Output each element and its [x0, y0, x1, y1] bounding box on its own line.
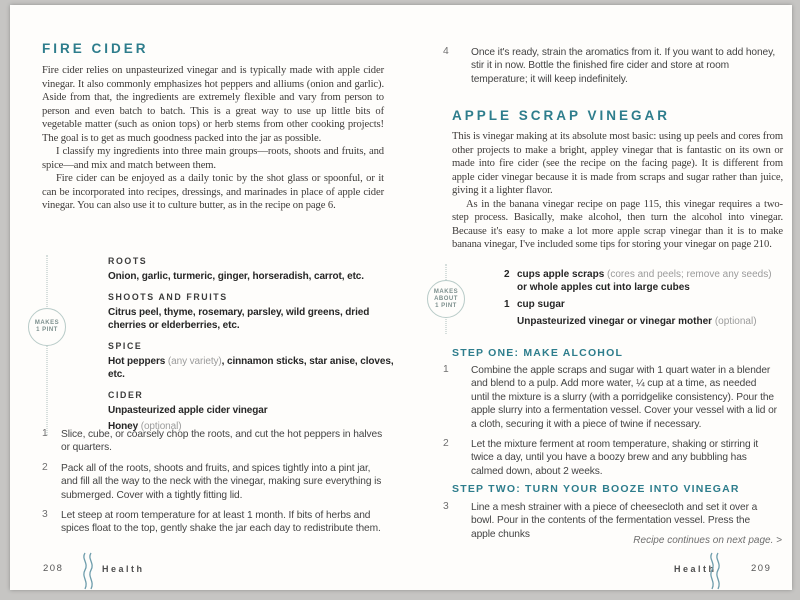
step-list-section-one	[443, 364, 777, 485]
ingredient-text-segment: cups apple scraps	[517, 269, 605, 280]
step-number: 1	[42, 428, 48, 439]
yield-badge-line: 1 PINT	[36, 327, 58, 333]
carryover-step	[443, 46, 777, 93]
ingredient-text-segment: (any variety)	[165, 356, 222, 367]
ingredient-group-heading: SPICE	[108, 341, 143, 351]
ingredient-text-segment: Honey	[108, 421, 139, 432]
page-right	[10, 5, 792, 590]
ingredient-item	[517, 268, 776, 294]
yield-badge-line: ABOUT	[434, 295, 458, 302]
intro-paragraph: Fire cider can be enjoyed as a daily tonic by the shot glass or spoonful, or it can be incorporated into recipes, dressings, and marinades in place of apple cider vinegar. You can also use it to culture butter, as in the recipe on page 6.	[42, 173, 384, 211]
ingredient-row	[504, 298, 776, 311]
page-number: 208	[43, 563, 64, 574]
sub-heading-step-two: STEP TWO: TURN YOUR BOOZE INTO VINEGAR	[452, 483, 740, 495]
ingredient-text-segment: , cinnamon sticks, star anise, cloves, etc.	[108, 356, 394, 380]
intro-paragraph: Fire cider relies on unpasteurized vinegar and is typically made with apple cider vinegar. It also commonly emphasizes hot peppers and alliums (onion and garlic). Aside from that, the ingredients are extremely flexible and vary from person to person and even batch to batch. This is a great way to use up little bits of vegetable matter (such as onion tops) or herb stems from other cooking projects! The goal is to get as much goodness packed into the jar as possible.	[42, 65, 384, 144]
continuation-note: Recipe continues on next page. >	[633, 535, 782, 546]
step-text: Pack all of the roots, shoots and fruits, and spices tightly into a pint jar, and fill all the way to the neck with the vinegar, making sure everything is submerged. Cover with a tightly fitting lid.	[61, 462, 382, 501]
ingredient-row	[504, 315, 776, 328]
step-text: Let the mixture ferment at room temperature, shaking or stirring it twice a day, until you have a boozy brew and any bubbling has calmed down, about 2 weeks.	[471, 439, 759, 477]
recipe-step	[443, 364, 777, 431]
ingredient-quantity: 1	[504, 299, 510, 310]
ingredient-group-heading: SHOOTS AND FRUITS	[108, 292, 228, 302]
intro-paragraph: As in the banana vinegar recipe on page 115, this vinegar requires a two-step process. Basically, make alcohol, then turn the alcohol into vinegar. Because it's easy to make a lot more apple scrap vinegar than it is to make banana vinegar, I've included some tips for storing your vinegar on page 210.	[452, 198, 783, 250]
step-text: Line a mesh strainer with a piece of cheesecloth and set it over a bowl. Pour in the contents of the fermentation vessel. Press the apple chunks	[471, 502, 758, 540]
ingredient-quantity	[504, 315, 517, 328]
ingredient-quantity: 2	[504, 269, 510, 280]
ingredient-item	[517, 315, 776, 328]
yield-badge-line: MAKES	[34, 320, 60, 326]
step-text: Let steep at room temperature for at least 1 month. If bits of herbs and spices float to the top, gently shake the jar each day to redistribute them.	[61, 510, 381, 535]
step-number: 2	[443, 438, 449, 450]
recipe-step	[443, 438, 777, 478]
section-label: Health	[674, 564, 717, 574]
yield-badge-line: 1 PINT	[435, 302, 457, 309]
ingredient-row	[504, 268, 776, 294]
ingredient-text-segment: Citrus peel, thyme, rosemary, parsley, wild greens, dried cherries or elderberries, etc.	[108, 307, 370, 331]
ingredient-text-segment: (cores and peels; remove any seeds)	[604, 269, 772, 280]
ingredient-group-heading: ROOTS	[108, 256, 148, 266]
ingredient-text-segment: Hot peppers	[108, 356, 166, 367]
yield-circle	[427, 280, 465, 318]
step-number: 2	[42, 461, 48, 473]
step-text: Once it's ready, strain the aromatics from it. If you want to add honey, stir it in now. Bottle the finished fire cider and store at room temperature; it will keep indefinitely.	[471, 47, 776, 85]
page-number: 209	[751, 563, 772, 574]
page-title: FIRE CIDER	[42, 41, 149, 56]
ingredient-text-segment: Unpasteurized apple cider vinegar	[108, 405, 268, 416]
page-title: APPLE SCRAP VINEGAR	[452, 108, 671, 123]
book-spread	[10, 5, 792, 590]
intro-paragraph: I classify my ingredients into three main groups—roots, shoots and fruits, and spice—and mix and match between them.	[42, 146, 384, 171]
sub-heading-step-one: STEP ONE: MAKE ALCOHOL	[452, 347, 624, 359]
yield-badge-right	[427, 264, 465, 334]
squiggle-divider-icon	[706, 551, 724, 591]
ingredient-text-segment: Unpasteurized vinegar or vinegar mother	[517, 316, 713, 327]
step-number: 3	[443, 501, 449, 512]
intro-paragraph: This is vinegar making at its absolute most basic: using up peels and cores from other projects to make a bright, appley vinegar that is fantastic on its own or made into fire cider (see the recipe on the facing page). It is different from apple cider vinegar because it is made from scraps and sugar rather than juice, giving it a lighter flavor.	[452, 131, 783, 196]
step-text: Combine the apple scraps and sugar with 1 quart water in a blender and blend to a pulp. Add more water, ¼ cup at a time, as needed until the mixture is a slurry (with a porridgelike consistency). Pour the apple slurry into a fermentation vessel. Cover your vessel with a lid or a cloth, securing it with a piece of twine if necessary.	[471, 365, 777, 430]
ingredient-text-segment: (optional)	[712, 316, 757, 327]
intro-right	[452, 130, 783, 252]
ingredient-text-segment: or whole apples cut into large cubes	[517, 282, 690, 293]
ingredient-text-segment: Onion, garlic, turmeric, ginger, horseradish, carrot, etc.	[108, 271, 364, 282]
step-number: 4	[443, 46, 449, 57]
recipe-step	[443, 46, 777, 86]
ingredient-text-segment: (optional)	[138, 421, 182, 432]
yield-badge-line: MAKES	[433, 288, 459, 295]
step-number: 1	[443, 364, 449, 375]
ingredient-group-heading: CIDER	[108, 390, 144, 400]
ingredient-item	[517, 298, 776, 311]
step-text: Slice, cube, or coarsely chop the roots, and cut the hot peppers in halves or quarters.	[61, 429, 383, 454]
step-number: 3	[42, 509, 48, 521]
ingredient-text-segment: cup sugar	[517, 299, 565, 310]
ingredient-list-right	[504, 268, 776, 332]
section-label: Health	[102, 564, 145, 574]
